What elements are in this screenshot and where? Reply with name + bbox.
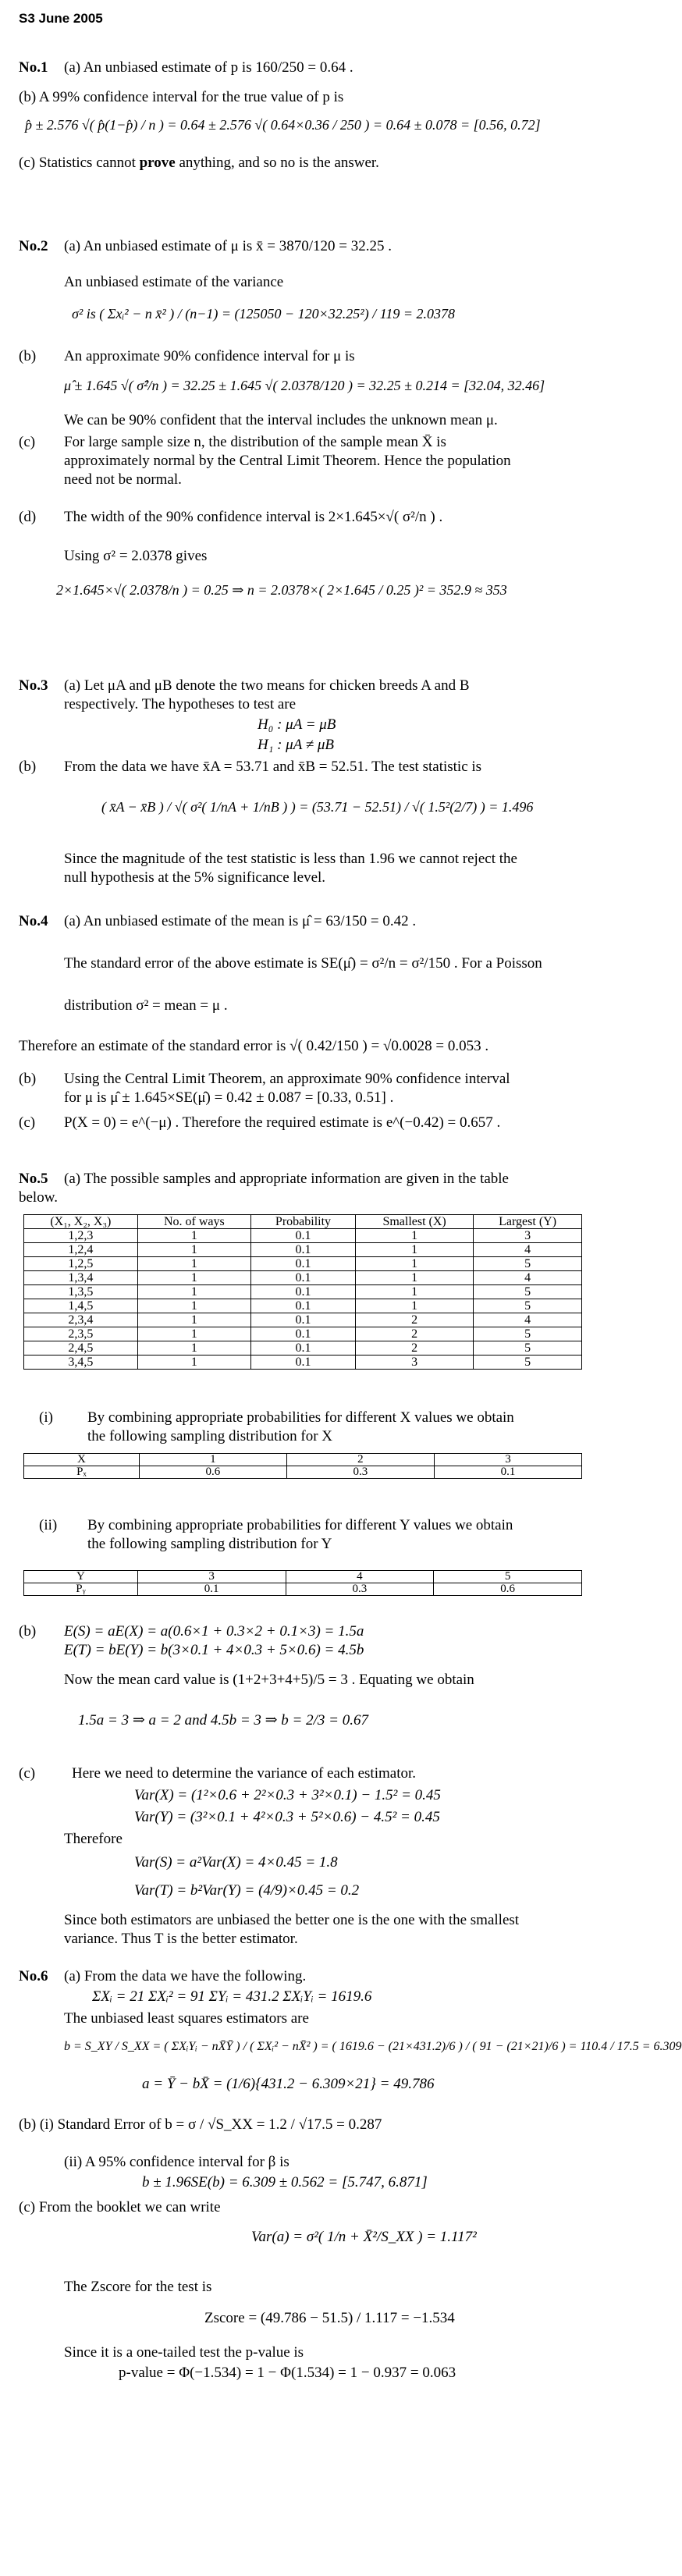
samples-table-header — [24, 1215, 582, 1229]
page-header: S3 June 2005 — [19, 11, 103, 26]
table-cell: 1 — [137, 1271, 250, 1285]
q6-lsq-text: The unbiased least squares estimators are — [64, 2010, 309, 2027]
table-header-cell: 2 — [286, 1454, 434, 1466]
q4-b-line-2: for μ is μ̂ ± 1.645×SE(μ̂) = 0.42 ± 0.087 = [0.33, 0.51] . — [64, 1089, 394, 1106]
q5-c-label: (c) — [19, 1765, 36, 1782]
table-cell: 1,3,5 — [24, 1285, 138, 1299]
table-cell: 3 — [356, 1356, 474, 1370]
samples-table-body — [24, 1229, 582, 1370]
table-cell: 4 — [474, 1271, 582, 1285]
table-header-cell: No. of ways — [137, 1215, 250, 1229]
q3-a-line-2: respectively. The hypotheses to test are — [64, 696, 297, 712]
q4-b-label: (b) — [19, 1071, 37, 1087]
table-cell: 1 — [356, 1285, 474, 1299]
table-cell: 0.1 — [250, 1356, 355, 1370]
table-row — [24, 1229, 582, 1243]
table-cell: 5 — [474, 1257, 582, 1271]
table-cell: 1 — [356, 1271, 474, 1285]
q5-c-note-1: Since both estimators are unbiased the better one is the one with the smallest — [64, 1912, 520, 1928]
table-header-cell: 3 — [137, 1571, 286, 1583]
table-row — [24, 1285, 582, 1299]
table-cell: Pₓ — [24, 1466, 140, 1479]
q4-c-label: (c) — [19, 1114, 36, 1131]
q5-therefore: Therefore — [64, 1831, 123, 1847]
q6-pvalue-formula: p-value = Φ(−1.534) = 1 − Φ(1.534) = 1 − 0.937 = 0.063 — [119, 2365, 456, 2381]
table-cell: 1,2,3 — [24, 1229, 138, 1243]
table-row — [24, 1299, 582, 1313]
table-cell: 0.6 — [139, 1466, 286, 1479]
q3-test-statistic: ( x̄A − x̄B ) / √( σ²( 1/nA + 1/nB ) ) = (53.71 − 52.51) / √( 1.5²(2/7) ) = 1.496 — [101, 799, 534, 815]
q3-a-line-1: (a) Let μA and μB denote the two means for chicken breeds A and B — [64, 677, 470, 694]
q3-label: No.3 — [19, 677, 48, 694]
table-cell: 5 — [474, 1285, 582, 1299]
table-header-cell: 1 — [139, 1454, 286, 1466]
q6-b-ii-formula: b ± 1.96SE(b) = 6.309 ± 0.562 = [5.747, 6.871] — [142, 2174, 428, 2190]
q6-a-estimate: a = Ȳ − bX̄ = (1/6){431.2 − 6.309×21} = 49.786 — [142, 2076, 435, 2092]
q4-poisson-text: distribution σ² = mean = μ . — [64, 997, 228, 1014]
table-cell: 5 — [474, 1299, 582, 1313]
table-row — [24, 1257, 582, 1271]
q2-variance-text: An unbiased estimate of the variance — [64, 274, 284, 290]
table-cell: 1 — [356, 1257, 474, 1271]
table-row — [24, 1271, 582, 1285]
q1-part-a: (a) An unbiased estimate of p is 160/250 = 0.64 . — [64, 59, 353, 76]
table-cell: 1,2,5 — [24, 1257, 138, 1271]
table-cell: 1 — [137, 1327, 250, 1341]
q2-part-a: (a) An unbiased estimate of μ is x̄ = 3870/120 = 32.25 . — [64, 238, 393, 254]
q2-c-label: (c) — [19, 434, 36, 450]
q2-b-label: (b) — [19, 348, 37, 364]
q2-d-label: (d) — [19, 509, 37, 525]
table-cell: 0.1 — [250, 1243, 355, 1257]
q5-ii-label: (ii) — [39, 1517, 58, 1533]
table-cell: 1 — [356, 1299, 474, 1313]
q4-c-text: P(X = 0) = e^(−μ) . Therefore the required estimate is e^(−0.42) = 0.657 . — [64, 1114, 501, 1131]
table-cell: 1 — [137, 1356, 250, 1370]
q2-ci-formula: μ̂ ± 1.645 √( σ̂²/n ) = 32.25 ± 1.645 √( 2.0378/120 ) = 32.25 ± 0.214 = [32.04, 32.46] — [64, 378, 545, 393]
table-cell: 4 — [474, 1243, 582, 1257]
q2-variance-formula: σ² is ( Σxᵢ² − n x̄² ) / (n−1) = (125050 − 120×32.25²) / 119 = 2.0378 — [72, 306, 456, 322]
table-cell: 1 — [356, 1229, 474, 1243]
q3-b-text: From the data we have x̄A = 53.71 and x̄B = 52.51. The test statistic is — [64, 759, 482, 775]
table-cell: 0.3 — [286, 1583, 434, 1596]
q1-ci-formula: p̂ ± 2.576 √( p̂(1−p̂) / n ) = 0.64 ± 2.576 √( 0.64×0.36 / 250 ) = 0.64 ± 0.078 = [0.56, 0.72] — [25, 117, 541, 133]
table-header-cell: 4 — [286, 1571, 434, 1583]
table-header-cell: Y — [24, 1571, 138, 1583]
q5-mean-card: Now the mean card value is (1+2+3+4+5)/5 = 3 . Equating we obtain — [64, 1672, 474, 1688]
q2-label: No.2 — [19, 238, 48, 254]
q5-ii-line-1: By combining appropriate probabilities for different Y values we obtain — [87, 1517, 513, 1533]
q5-i-line-2: the following sampling distribution for X — [87, 1428, 333, 1444]
table-cell: 3,4,5 — [24, 1356, 138, 1370]
table-header-cell: 5 — [434, 1571, 582, 1583]
table-cell: 0.1 — [434, 1466, 581, 1479]
table-cell: 3 — [474, 1229, 582, 1243]
x-distribution-row — [24, 1466, 582, 1479]
q1-part-c: (c) Statistics cannot prove anything, and so no is the answer. — [19, 155, 379, 171]
q6-var-a: Var(a) = σ²( 1/n + X̄²/S_XX ) = 1.117² — [251, 2229, 477, 2245]
q4-part-a: (a) An unbiased estimate of the mean is μ̂ = 63/150 = 0.42 . — [64, 913, 417, 929]
table-cell: 4 — [474, 1313, 582, 1327]
q5-intro-1: (a) The possible samples and appropriate information are given in the table — [64, 1171, 509, 1187]
q6-b-i: (b) (i) Standard Error of b = σ / √S_XX = 1.2 / √17.5 = 0.287 — [19, 2116, 382, 2133]
table-cell: 1 — [137, 1299, 250, 1313]
table-cell: 2 — [356, 1327, 474, 1341]
table-cell: 0.1 — [250, 1285, 355, 1299]
q4-label: No.4 — [19, 913, 48, 929]
table-cell: 5 — [474, 1356, 582, 1370]
q5-var-x: Var(X) = (1²×0.6 + 2²×0.3 + 3²×0.1) − 1.5² = 0.45 — [134, 1787, 441, 1803]
x-distribution-table — [23, 1453, 582, 1479]
table-cell: Pᵧ — [24, 1583, 138, 1596]
table-cell: 0.1 — [137, 1583, 286, 1596]
q3-note-1: Since the magnitude of the test statistic is less than 1.96 we cannot reject the — [64, 851, 517, 867]
q3-h1: H₁ : μA ≠ μB — [258, 737, 335, 753]
table-header-cell: 3 — [434, 1454, 581, 1466]
table-cell: 0.6 — [434, 1583, 582, 1596]
table-cell: 0.1 — [250, 1341, 355, 1356]
q5-ii-line-2: the following sampling distribution for Y — [87, 1536, 332, 1552]
table-cell: 1 — [137, 1341, 250, 1356]
q3-b-label: (b) — [19, 759, 37, 775]
q5-expectation-s: E(S) = aE(X) = a(0.6×1 + 0.3×2 + 0.1×3) = 1.5a — [64, 1623, 364, 1640]
table-row — [24, 1243, 582, 1257]
table-cell: 2 — [356, 1341, 474, 1356]
q4-se-text: The standard error of the above estimate is SE(μ̂) = σ²/n = σ²/150 . For a Poisson — [64, 955, 542, 972]
table-cell: 2,4,5 — [24, 1341, 138, 1356]
q3-h0: H₀ : μA = μB — [258, 716, 336, 733]
q6-part-a: (a) From the data we have the following. — [64, 1968, 307, 1984]
q3-note-2: null hypothesis at the 5% significance level. — [64, 869, 326, 886]
q6-sums: ΣXᵢ = 21 ΣXᵢ² = 91 ΣYᵢ = 431.2 ΣXᵢYᵢ = 1619.6 — [92, 1988, 372, 2005]
table-cell: 2 — [356, 1313, 474, 1327]
q5-expectation-t: E(T) = bE(Y) = b(3×0.1 + 4×0.3 + 5×0.6) = 4.5b — [64, 1642, 364, 1658]
table-header-cell: (X₁, X₂, X₃) — [24, 1215, 138, 1229]
table-cell: 1,3,4 — [24, 1271, 138, 1285]
q2-d-formula: 2×1.645×√( 2.0378/n ) = 0.25 ⇒ n = 2.0378×( 2×1.645 / 0.25 )² = 352.9 ≈ 353 — [56, 582, 507, 598]
table-cell: 0.1 — [250, 1229, 355, 1243]
q6-pvalue-text: Since it is a one-tailed test the p-value is — [64, 2344, 304, 2361]
q5-solve: 1.5a = 3 ⇒ a = 2 and 4.5b = 3 ⇒ b = 2/3 = 0.67 — [78, 1712, 368, 1729]
q2-c-line-3: need not be normal. — [64, 471, 182, 488]
table-cell: 2,3,4 — [24, 1313, 138, 1327]
q5-var-y: Var(Y) = (3²×0.1 + 4²×0.3 + 5²×0.6) − 4.5² = 0.45 — [134, 1809, 440, 1825]
table-cell: 1 — [137, 1285, 250, 1299]
table-header-cell: Smallest (X) — [356, 1215, 474, 1229]
table-cell: 0.1 — [250, 1299, 355, 1313]
table-cell: 1,2,4 — [24, 1243, 138, 1257]
table-cell: 5 — [474, 1327, 582, 1341]
q5-i-label: (i) — [39, 1409, 53, 1426]
q5-label: No.5 — [19, 1171, 48, 1187]
table-cell: 2,3,5 — [24, 1327, 138, 1341]
table-header-cell: X — [24, 1454, 140, 1466]
table-row — [24, 1356, 582, 1370]
table-header-cell: Largest (Y) — [474, 1215, 582, 1229]
q4-b-line-1: Using the Central Limit Theorem, an approximate 90% confidence interval — [64, 1071, 510, 1087]
q2-c-line-1: For large sample size n, the distribution of the sample mean X̄ is — [64, 434, 446, 450]
q5-var-t: Var(T) = b²Var(Y) = (4/9)×0.45 = 0.2 — [134, 1882, 360, 1899]
table-header-cell: Probability — [250, 1215, 355, 1229]
q6-zscore-text: The Zscore for the test is — [64, 2279, 212, 2295]
x-distribution-header — [24, 1454, 582, 1466]
q2-d-using: Using σ² = 2.0378 gives — [64, 548, 208, 564]
q6-b-ii: (ii) A 95% confidence interval for β is — [64, 2154, 289, 2170]
table-cell: 1 — [137, 1243, 250, 1257]
table-cell: 1 — [356, 1243, 474, 1257]
table-cell: 1 — [137, 1229, 250, 1243]
samples-table — [23, 1214, 582, 1370]
q2-b-text: An approximate 90% confidence interval for μ is — [64, 348, 355, 364]
table-cell: 0.1 — [250, 1327, 355, 1341]
table-cell: 0.1 — [250, 1313, 355, 1327]
q2-c-line-2: approximately normal by the Central Limit Theorem. Hence the population — [64, 453, 511, 469]
q4-se-estimate: Therefore an estimate of the standard error is √( 0.42/150 ) = √0.0028 = 0.053 . — [19, 1038, 489, 1054]
q6-label: No.6 — [19, 1968, 48, 1984]
table-cell: 0.1 — [250, 1271, 355, 1285]
q5-var-s: Var(S) = a²Var(X) = 4×0.45 = 1.8 — [134, 1854, 338, 1871]
q5-c-text: Here we need to determine the variance of each estimator. — [72, 1765, 417, 1782]
q6-b-estimate: b = S_XY / S_XX = ( ΣXᵢYᵢ − nX̄Ȳ ) / ( ΣXᵢ² − nX̄² ) = ( 1619.6 − (21×431.2)/6 ) / ( 91 − (21×21)/6 ) = 110.4 / 17.5 = 6.309 — [64, 2040, 682, 2053]
table-cell: 0.3 — [286, 1466, 434, 1479]
q1-part-b: (b) A 99% confidence interval for the true value of p is — [19, 89, 344, 105]
q1-label: No.1 — [19, 59, 48, 76]
table-row — [24, 1327, 582, 1341]
table-row — [24, 1341, 582, 1356]
q6-c: (c) From the booklet we can write — [19, 2199, 221, 2215]
q5-i-line-1: By combining appropriate probabilities for different X values we obtain — [87, 1409, 514, 1426]
y-distribution-header — [24, 1571, 582, 1583]
table-cell: 0.1 — [250, 1257, 355, 1271]
y-distribution-row — [24, 1583, 582, 1596]
q5-intro-2: below. — [19, 1189, 58, 1206]
q6-zscore-formula: Zscore = (49.786 − 51.5) / 1.117 = −1.534 — [204, 2310, 455, 2326]
q5-c-note-2: variance. Thus T is the better estimator. — [64, 1931, 298, 1947]
table-cell: 1 — [137, 1257, 250, 1271]
table-row — [24, 1313, 582, 1327]
table-cell: 5 — [474, 1341, 582, 1356]
y-distribution-table — [23, 1570, 582, 1596]
table-cell: 1,4,5 — [24, 1299, 138, 1313]
q5-b-label: (b) — [19, 1623, 37, 1640]
q2-d-text: The width of the 90% confidence interval is 2×1.645×√( σ²/n ) . — [64, 509, 443, 525]
q2-ci-note: We can be 90% confident that the interval includes the unknown mean μ. — [64, 412, 498, 428]
table-cell: 1 — [137, 1313, 250, 1327]
